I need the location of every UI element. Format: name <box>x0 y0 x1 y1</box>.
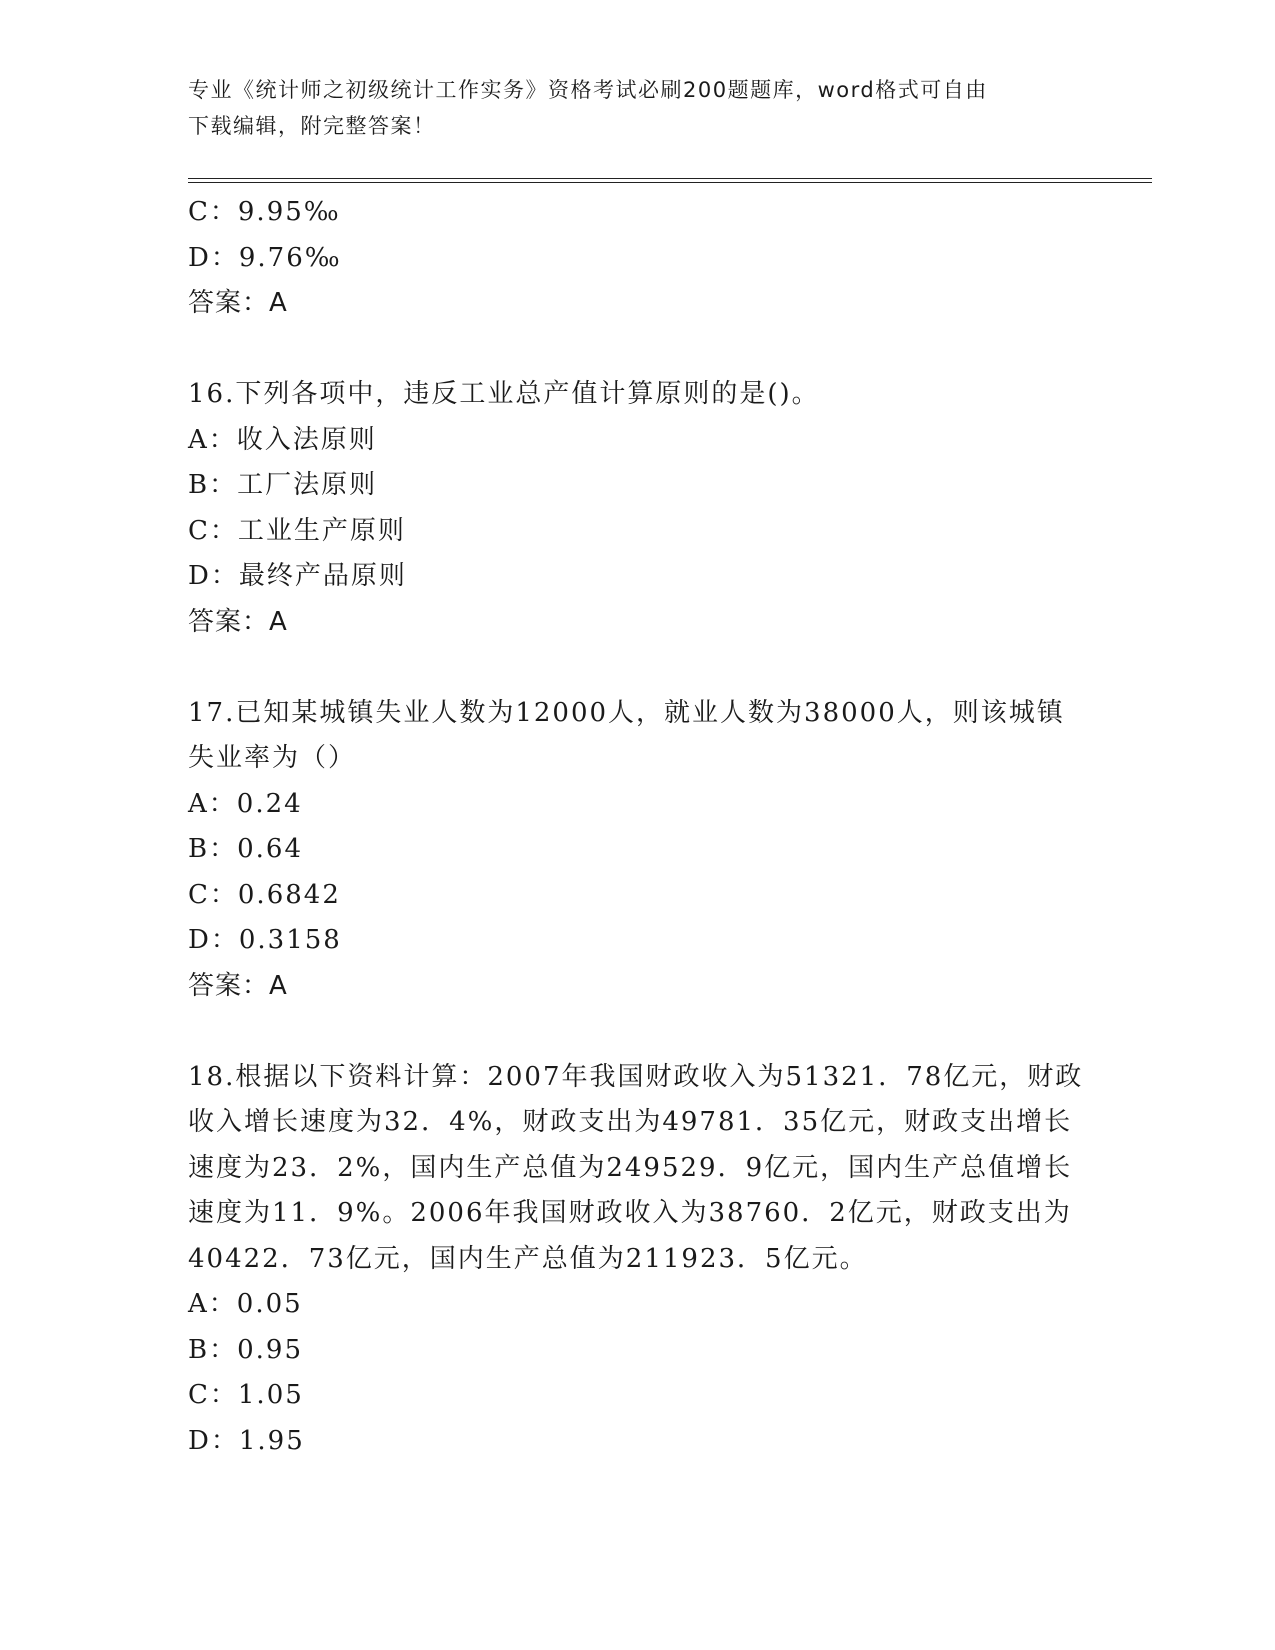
question-stem-line-2: 收入增长速度为32．4%，财政支出为49781．35亿元，财政支出增长 <box>188 1107 1073 1137</box>
document-header <box>188 72 1068 144</box>
spacer <box>188 327 1088 373</box>
option-b: B：工厂法原则 <box>188 470 378 500</box>
answer-line: 答案：A <box>188 606 288 637</box>
spacer <box>188 645 1088 691</box>
question-15 <box>188 190 1088 327</box>
question-18 <box>188 1055 1088 1465</box>
option-d: D：9.76‰ <box>188 242 342 273</box>
spacer <box>188 1009 1088 1055</box>
question-16 <box>188 372 1088 645</box>
option-c: C：工业生产原则 <box>188 515 406 546</box>
question-17 <box>188 691 1088 1010</box>
question-stem-line-1: 17.已知某城镇失业人数为12000人，就业人数为38000人，则该城镇 <box>188 697 1065 728</box>
header-divider-bottom <box>188 182 1152 183</box>
option-a: A：收入法原则 <box>188 424 377 455</box>
option-a: A：0.05 <box>188 1289 303 1319</box>
question-stem-line-3: 速度为23．2%，国内生产总值为249529．9亿元，国内生产总值增长 <box>188 1152 1073 1183</box>
option-a: A：0.24 <box>188 788 303 819</box>
option-d: D：0.3158 <box>188 925 342 955</box>
option-b: B：0.64 <box>188 834 303 864</box>
option-c: C：9.95‰ <box>188 197 341 227</box>
option-b: B：0.95 <box>188 1334 303 1365</box>
option-d: D：最终产品原则 <box>188 561 407 591</box>
question-stem: 16.下列各项中，违反工业总产值计算原则的是()。 <box>188 379 820 409</box>
question-stem-line-2: 失业率为（） <box>188 743 357 773</box>
answer-line: 答案：A <box>188 970 288 1001</box>
option-d: D：1.95 <box>188 1425 305 1456</box>
question-list <box>188 190 1088 1464</box>
question-stem-line-5: 40422．73亿元，国内生产总值为211923．5亿元。 <box>188 1243 868 1274</box>
option-c: C：1.05 <box>188 1380 304 1410</box>
question-stem-line-1: 18.根据以下资料计算：2007年我国财政收入为51321．78亿元，财政 <box>188 1061 1084 1092</box>
question-stem-line-4: 速度为11．9%。2006年我国财政收入为38760．2亿元，财政支出为 <box>188 1198 1072 1228</box>
header-line-1: 专业《统计师之初级统计工作实务》资格考试必刷200题题库，word格式可自由 <box>188 78 988 102</box>
answer-line: 答案：A <box>188 288 288 318</box>
option-c: C：0.6842 <box>188 879 341 910</box>
header-line-2: 下载编辑，附完整答案！ <box>188 114 436 138</box>
header-divider-top <box>188 178 1152 179</box>
